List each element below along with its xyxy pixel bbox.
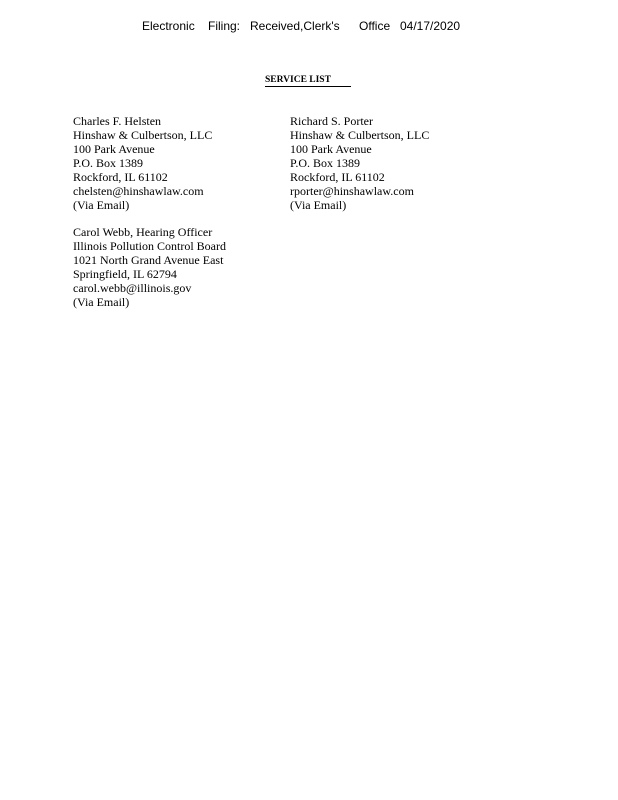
recipient-delivery-method: (Via Email) <box>73 295 130 309</box>
recipient-organization: Illinois Pollution Control Board <box>73 239 227 253</box>
filing-stamp-word-received: Received,Clerk's <box>250 19 340 33</box>
recipient-email: carol.webb@illinois.gov <box>73 281 192 295</box>
filing-stamp-word-office: Office <box>359 19 391 33</box>
document-title: SERVICE LIST <box>265 74 351 87</box>
recipient-address-line-1: 100 Park Avenue <box>73 142 155 156</box>
recipient-email: rporter@hinshawlaw.com <box>290 184 414 198</box>
recipient-delivery-method: (Via Email) <box>290 198 347 212</box>
recipient-block <box>290 114 429 212</box>
recipient-address-line-1: 1021 North Grand Avenue East <box>73 253 224 267</box>
filing-stamp-word-electronic: Electronic <box>142 19 195 33</box>
filing-stamp-word-filing: Filing: <box>208 19 241 33</box>
recipient-address-line-1: 100 Park Avenue <box>290 142 372 156</box>
recipient-email: chelsten@hinshawlaw.com <box>73 184 204 198</box>
recipient-block <box>73 114 212 212</box>
recipient-city-state-zip: Rockford, IL 61102 <box>73 170 168 184</box>
recipient-name: Charles F. Helsten <box>73 114 162 128</box>
recipient-name: Richard S. Porter <box>290 114 373 128</box>
recipient-firm: Hinshaw & Culbertson, LLC <box>290 128 430 142</box>
recipient-city-state-zip: Springfield, IL 62794 <box>73 267 177 281</box>
recipient-delivery-method: (Via Email) <box>73 198 130 212</box>
recipient-address-line-2: P.O. Box 1389 <box>73 156 144 170</box>
recipient-city-state-zip: Rockford, IL 61102 <box>290 170 385 184</box>
filing-stamp <box>0 19 618 37</box>
recipient-address-line-2: P.O. Box 1389 <box>290 156 361 170</box>
recipient-block <box>73 225 226 309</box>
filing-stamp-date: 04/17/2020 <box>400 19 461 33</box>
recipient-firm: Hinshaw & Culbertson, LLC <box>73 128 213 142</box>
recipient-name: Carol Webb, Hearing Officer <box>73 225 213 239</box>
